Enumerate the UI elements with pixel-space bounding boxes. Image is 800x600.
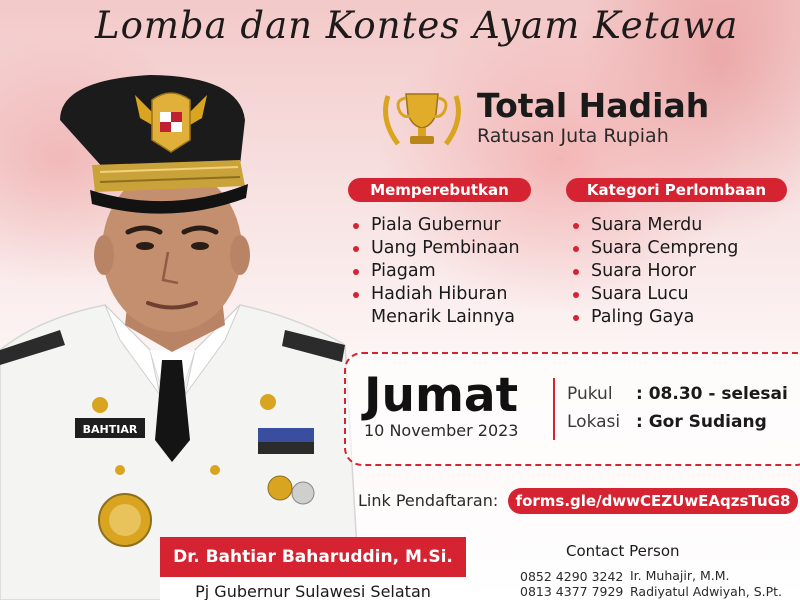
- total-hadiah-title: Total Hadiah: [477, 86, 710, 125]
- total-hadiah-subtitle: Ratusan Juta Rupiah: [477, 125, 669, 147]
- time-value: : 08.30 - selesai: [636, 384, 788, 404]
- category-item: Suara Lucu: [570, 283, 738, 306]
- prize-item: Uang Pembinaan: [350, 237, 520, 260]
- prize-item: Piagam: [350, 260, 520, 283]
- prizes-list: [350, 214, 520, 329]
- contact-name: Radiyatul Adwiyah, S.Pt.: [630, 584, 783, 599]
- governor-name: Dr. Bahtiar Baharuddin, M.Si.: [160, 537, 466, 577]
- category-item: Suara Horor: [570, 260, 738, 283]
- governor-role: Pj Gubernur Sulawesi Selatan: [160, 577, 466, 600]
- contact-name: Ir. Muhajir, M.M.: [630, 568, 730, 583]
- categories-heading: Kategori Perlombaan: [566, 178, 787, 202]
- prize-item: Hadiah Hiburan: [350, 283, 520, 306]
- event-date: 10 November 2023: [364, 421, 519, 440]
- governor-portrait: [0, 0, 360, 600]
- registration-label: Link Pendaftaran:: [358, 491, 499, 510]
- prize-item: Piala Gubernur: [350, 214, 520, 237]
- event-day: Jumat: [364, 368, 519, 423]
- prizes-heading: Memperebutkan: [348, 178, 531, 202]
- poster-title: Lomba dan Kontes Ayam Ketawa: [95, 4, 739, 47]
- category-item: Paling Gaya: [570, 306, 738, 329]
- registration-link[interactable]: forms.gle/dwwCEZUwEAqzsTuG8: [508, 488, 798, 514]
- event-divider: [553, 378, 555, 440]
- category-item: Suara Merdu: [570, 214, 738, 237]
- contact-phone[interactable]: 0852 4290 3242: [520, 569, 624, 584]
- contact-phone[interactable]: 0813 4377 7929: [520, 584, 624, 599]
- contact-person-title: Contact Person: [566, 542, 680, 560]
- nametag-text: BAHTIAR: [82, 423, 138, 436]
- prize-item: Menarik Lainnya: [371, 307, 516, 327]
- categories-list: [570, 214, 738, 329]
- time-label: Pukul: [567, 384, 613, 404]
- location-value: : Gor Sudiang: [636, 412, 767, 432]
- trophy-icon: [378, 86, 466, 152]
- category-item: Suara Cempreng: [570, 237, 738, 260]
- location-label: Lokasi: [567, 412, 621, 432]
